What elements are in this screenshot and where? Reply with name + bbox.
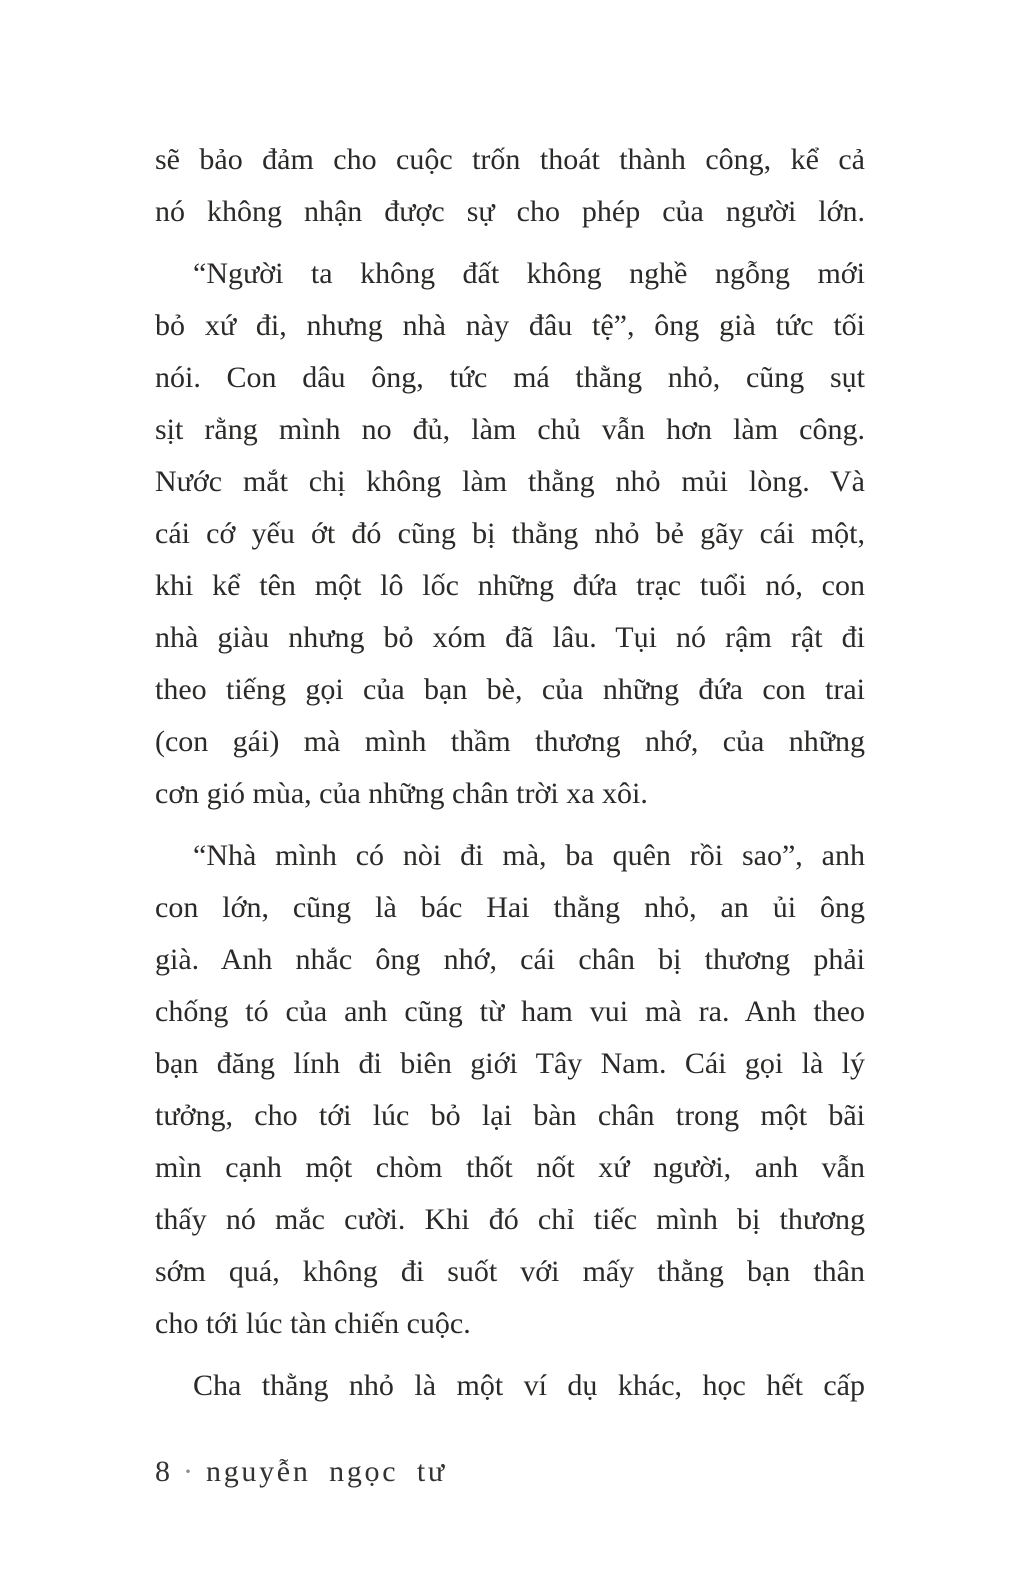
page-footer [155,1452,447,1492]
text-line: thấy nó mắc cười. Khi đó chỉ tiếc mình bị thương [155,1203,865,1236]
text-line: bỏ xứ đi, nhưng nhà này đâu tệ”, ông già tức tối [155,309,865,342]
text-line: “Người ta không đất không nghề ngỗng mới [193,257,865,290]
text-line: cơn gió mùa, của những chân trời xa xôi. [155,777,648,810]
text-line: khi kể tên một lô lốc những đứa trạc tuổi nó, con [155,569,865,602]
text-line: nó không nhận được sự cho phép của người lớn. [155,195,865,228]
text-line: cho tới lúc tàn chiến cuộc. [155,1307,471,1340]
text-line: già. Anh nhắc ông nhớ, cái chân bị thương phải [155,943,865,976]
text-line: (con gái) mà mình thầm thương nhớ, của những [155,725,865,758]
paragraph [155,830,865,1350]
author-name: nguyễn ngọc tư [206,1455,447,1488]
text-line: Nước mắt chị không làm thằng nhỏ mủi lòng. Và [155,465,865,498]
text-line: sớm quá, không đi suốt với mấy thằng bạn thân [155,1255,865,1288]
text-line: “Nhà mình có nòi đi mà, ba quên rồi sao”, anh [193,839,865,872]
text-line: chống tó của anh cũng từ ham vui mà ra. Anh theo [155,995,865,1028]
text-line: tưởng, cho tới lúc bỏ lại bàn chân trong một bãi [155,1099,865,1132]
text-line: sẽ bảo đảm cho cuộc trốn thoát thành công, kể cả [155,143,865,176]
text-line: cái cớ yếu ớt đó cũng bị thằng nhỏ bẻ gãy cái một, [155,517,865,550]
text-line: nói. Con dâu ông, tức má thằng nhỏ, cũng sụt [155,361,865,394]
text-line: mìn cạnh một chòm thốt nốt xứ người, anh vẫn [155,1151,865,1184]
page-number: 8 [155,1455,170,1488]
text-line: con lớn, cũng là bác Hai thằng nhỏ, an ủi ông [155,891,865,924]
text-line: Cha thằng nhỏ là một ví dụ khác, học hết cấp [193,1369,865,1402]
paragraph [155,1360,865,1412]
text-line: bạn đăng lính đi biên giới Tây Nam. Cái gọi là lý [155,1047,865,1080]
text-line: theo tiếng gọi của bạn bè, của những đứa con trai [155,673,865,706]
body-text [155,134,865,1412]
text-line: nhà giàu nhưng bỏ xóm đã lâu. Tụi nó rậm rật đi [155,621,865,654]
paragraph [155,248,865,820]
paragraph [155,134,865,238]
text-line: sịt rằng mình no đủ, làm chủ vẫn hơn làm công. [155,413,865,446]
footer-separator-dot: · [183,1455,193,1488]
